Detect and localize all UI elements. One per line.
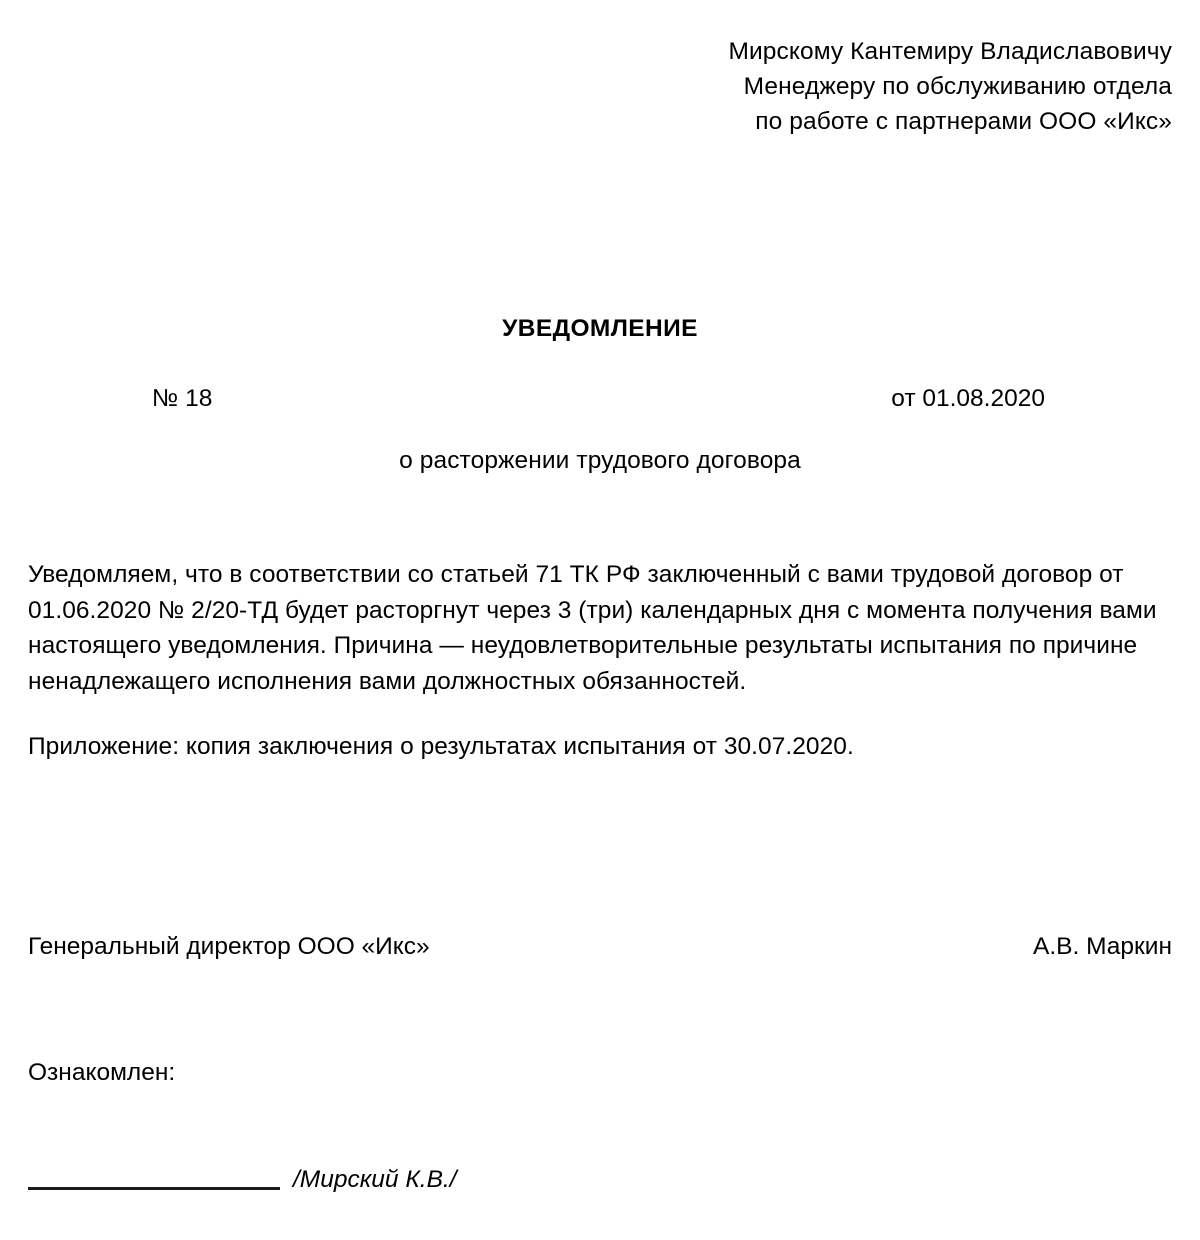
addressee-line-1: Мирскому Кантемиру Владиславовичу xyxy=(728,38,1172,65)
signer-name: А.В. Маркин xyxy=(1033,932,1172,960)
signature-row xyxy=(28,933,1172,967)
addressee-line-2: Менеджеру по обслуживанию отдела xyxy=(743,73,1172,100)
document-body xyxy=(28,557,1172,765)
addressee-line-3: по работе с партнерами ООО «Икс» xyxy=(755,108,1172,135)
number-date-row xyxy=(28,385,1172,417)
body-paragraph: Уведомляем, что в соответствии со статьей 71 ТК РФ заключенный с вами трудовой договор от 01.06.2020 № 2/20-ТД будет расторгнут через 3 (три) календарных дня с момента получения вами настоящего уведомления. Причина — неудовлетворительные результаты испытания по причине ненадлежащего исполнения вами должностных обязанностей. xyxy=(28,561,1157,695)
document-subject: о расторжении трудового договора xyxy=(399,447,801,474)
acknowledgement-label: Ознакомлен: xyxy=(28,1058,176,1086)
signer-title: Генеральный директор ООО «Икс» xyxy=(28,932,430,960)
signature-rule xyxy=(28,1187,280,1190)
acknowledgement-signature-row xyxy=(28,1165,1172,1195)
addressee-block xyxy=(28,34,1172,139)
document-number: № 18 xyxy=(152,385,213,412)
acknowledgement-signature-name: /Мирский К.В./ xyxy=(293,1165,457,1193)
attachment-paragraph: Приложение: копия заключения о результатах испытания от 30.07.2020. xyxy=(28,733,854,760)
document-title: УВЕДОМЛЕНИЕ xyxy=(502,315,698,342)
document-date: от 01.08.2020 xyxy=(891,385,1045,412)
